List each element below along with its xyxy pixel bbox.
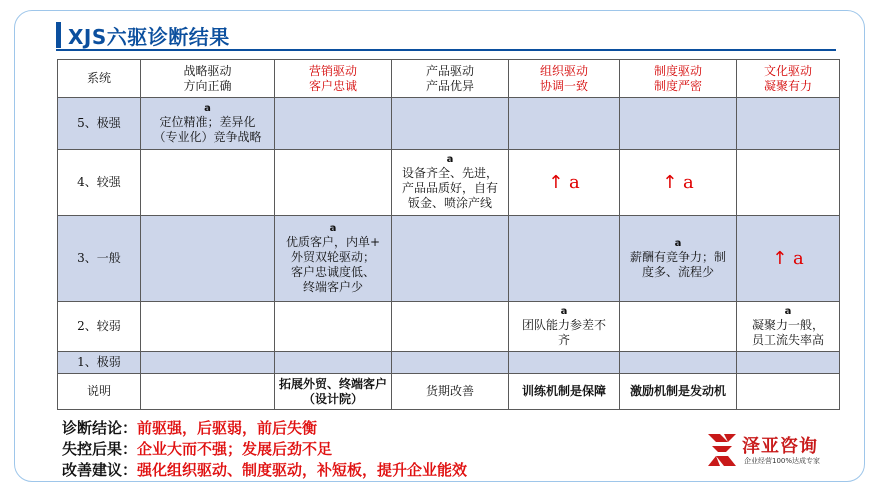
assessment-cell: a 凝聚力一般， 员工流失率高 — [737, 302, 840, 352]
note-cell: 激励机制是发动机 — [620, 374, 737, 410]
logo-mark-icon — [706, 432, 738, 468]
empty-cell — [141, 302, 275, 352]
empty-cell — [275, 98, 392, 150]
header-organization: 组织驱动 协调一致 — [509, 60, 620, 98]
empty-cell — [509, 352, 620, 374]
empty-cell — [392, 302, 509, 352]
notes-row — [58, 374, 840, 410]
title-accent-bar — [56, 22, 61, 48]
row-label: 5、极强 — [58, 98, 141, 150]
logo-name: 泽亚咨询 — [742, 436, 818, 457]
improve-target-cell: ↑ a — [620, 150, 737, 216]
header-product: 产品驱动 产品优异 — [392, 60, 509, 98]
note-cell — [141, 374, 275, 410]
empty-cell — [392, 352, 509, 374]
row-label: 1、极弱 — [58, 352, 141, 374]
note-cell: 训练机制是保障 — [509, 374, 620, 410]
row-label: 2、较弱 — [58, 302, 141, 352]
improve-target-cell: ↑ a — [737, 216, 840, 302]
table-row — [58, 216, 840, 302]
empty-cell — [620, 352, 737, 374]
row-label: 4、较强 — [58, 150, 141, 216]
empty-cell — [275, 150, 392, 216]
improvement-suggestion: 改善建议：强化组织驱动、制度驱动，补短板，提升企业能效 — [62, 461, 468, 479]
header-institution: 制度驱动 制度严密 — [620, 60, 737, 98]
up-arrow-icon: ↑ — [772, 248, 788, 269]
empty-cell — [275, 302, 392, 352]
note-cell: 拓展外贸、终端客户（设计院） — [275, 374, 392, 410]
empty-cell — [620, 98, 737, 150]
up-arrow-icon: ↑ — [662, 172, 678, 193]
header-marketing: 营销驱动 客户忠诚 — [275, 60, 392, 98]
assessment-cell: a 团队能力参差不 齐 — [509, 302, 620, 352]
table-row — [58, 302, 840, 352]
assessment-cell: a 设备齐全、先进， 产品品质好，自有 钣金、喷涂产线 — [392, 150, 509, 216]
note-cell — [737, 374, 840, 410]
empty-cell — [509, 98, 620, 150]
empty-cell — [141, 352, 275, 374]
empty-cell — [392, 98, 509, 150]
loss-of-control-consequence: 失控后果：企业大而不强；发展后劲不足 — [62, 440, 333, 458]
empty-cell — [141, 216, 275, 302]
empty-cell — [737, 150, 840, 216]
header-culture: 文化驱动 凝聚有力 — [737, 60, 840, 98]
improve-target-cell: ↑ a — [509, 150, 620, 216]
logo-tagline: 企业经营100%达成专家 — [744, 457, 821, 465]
empty-cell — [737, 352, 840, 374]
notes-label: 说明 — [58, 374, 141, 410]
note-cell: 货期改善 — [392, 374, 509, 410]
diagnosis-conclusion: 诊断结论：前驱强，后驱弱，前后失衡 — [62, 419, 318, 437]
row-label: 3、一般 — [58, 216, 141, 302]
up-arrow-icon: ↑ — [548, 172, 564, 193]
assessment-cell: a 薪酬有竞争力；制 度多、流程少 — [620, 216, 737, 302]
company-logo — [706, 432, 846, 476]
table-row — [58, 150, 840, 216]
table-row — [58, 352, 840, 374]
header-strategy: 战略驱动 方向正确 — [141, 60, 275, 98]
header-system: 系统 — [58, 60, 141, 98]
empty-cell — [141, 150, 275, 216]
empty-cell — [737, 98, 840, 150]
table-row — [58, 98, 840, 150]
title-underline — [56, 49, 836, 51]
empty-cell — [392, 216, 509, 302]
diagnosis-table — [57, 59, 840, 410]
page-title: XJS六驱诊断结果 — [68, 25, 230, 49]
assessment-cell: a 定位精准；差异化 （专业化）竞争战略 — [141, 98, 275, 150]
empty-cell — [275, 352, 392, 374]
empty-cell — [620, 302, 737, 352]
header-row — [58, 60, 840, 98]
assessment-cell: a 优质客户，内单+ 外贸双轮驱动； 客户忠诚度低、 终端客户少 — [275, 216, 392, 302]
empty-cell — [509, 216, 620, 302]
